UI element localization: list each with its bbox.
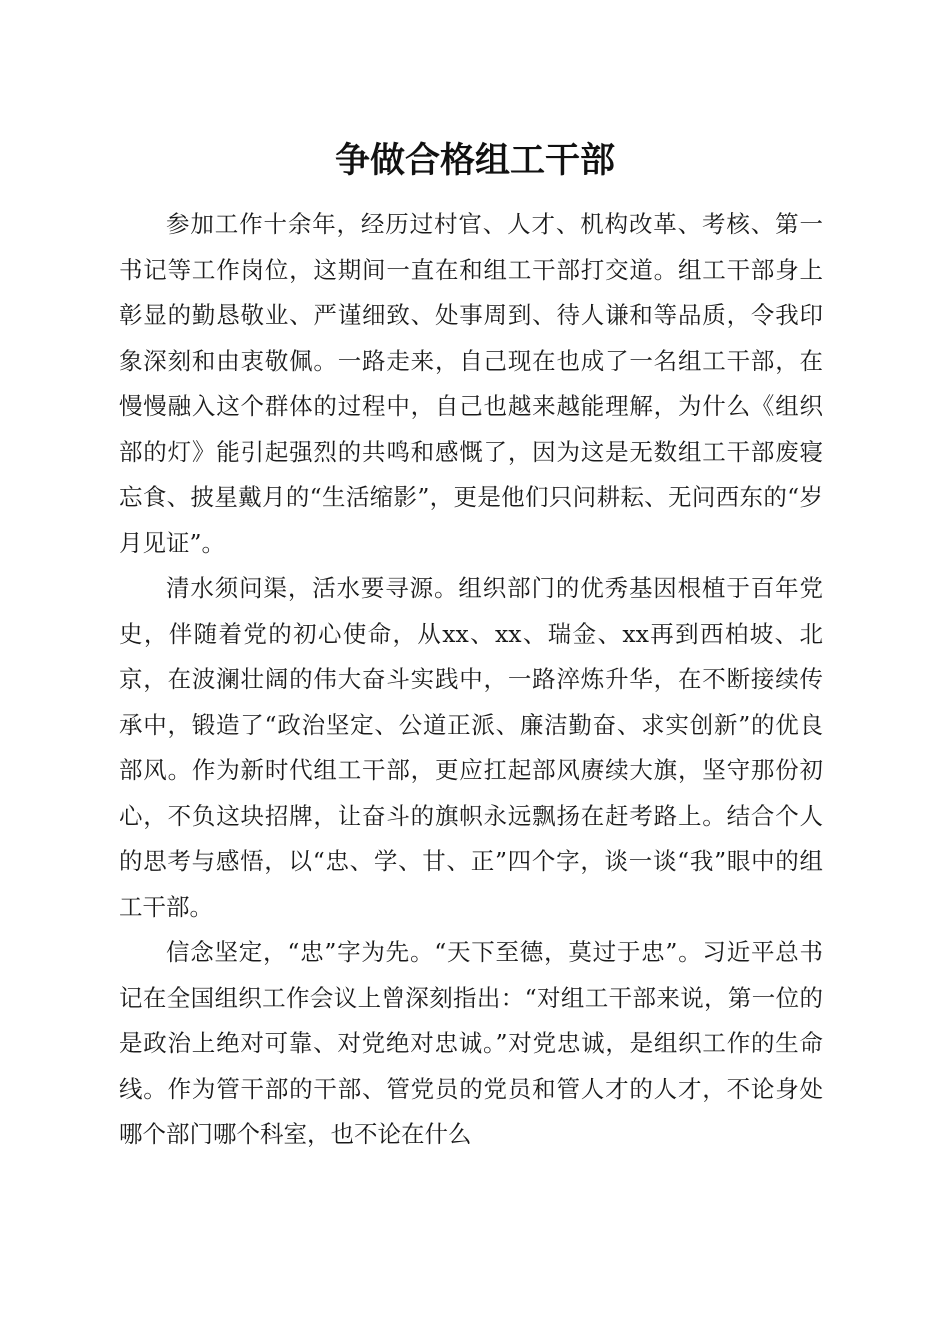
document-body [119, 202, 823, 1158]
paragraph-2: 清水须问渠，活水要寻源。组织部门的优秀基因根植于百年党史，伴随着党的初心使命，从xx、xx、瑞金、xx再到西柏坡、北京，在波澜壮阔的伟大奋斗实践中，一路淬炼升华，在不断接续传承中，锻造了“政治坚定、公道正派、廉洁勤奋、求实创新”的优良部风。作为新时代组工干部，更应扛起部风赓续大旗，坚守那份初心，不负这块招牌，让奋斗的旗帜永远飘扬在赶考路上。结合个人的思考与感悟，以“忠、学、甘、正”四个字，谈一谈“我”眼中的组工干部。 [119, 574, 823, 921]
paragraph-1: 参加工作十余年，经历过村官、人才、机构改革、考核、第一书记等工作岗位，这期间一直在和组工干部打交道。组工干部身上彰显的勤恳敬业、严谨细致、处事周到、待人谦和等品质，令我印象深刻和由衷敬佩。一路走来，自己现在也成了一名组工干部，在慢慢融入这个群体的过程中，自己也越来越能理解，为什么《组织部的灯》能引起强烈的共鸣和感慨了，因为这是无数组工干部废寝忘食、披星戴月的“生活缩影”，更是他们只问耕耘、无问西东的“岁月见证”。 [119, 210, 823, 557]
document-title: 争做合格组工干部 [334, 140, 615, 181]
paragraph-3: 信念坚定，“忠”字为先。“天下至德，莫过于忠”。习近平总书记在全国组织工作会议上曾深刻指出：“对组工干部来说，第一位的是政治上绝对可靠、对党绝对忠诚。”对党忠诚，是组织工作的生命线。作为管干部的干部、管党员的党员和管人才的人才，不论身处哪个部门哪个科室，也不论在什么 [119, 938, 823, 1148]
